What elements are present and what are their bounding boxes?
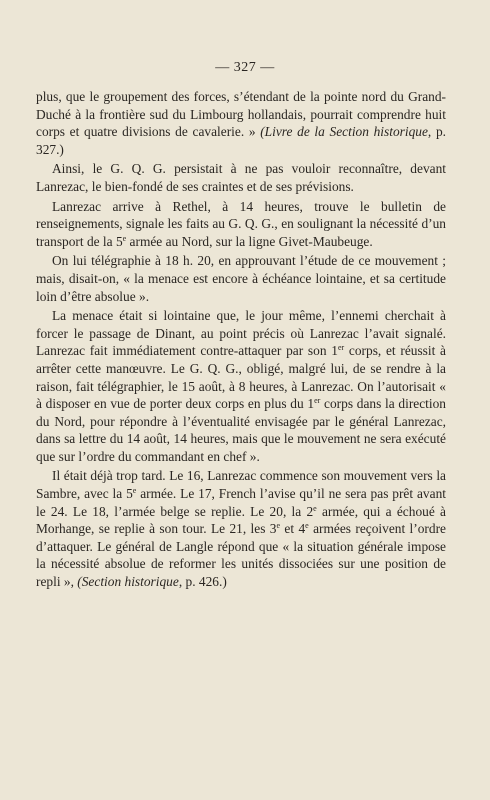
text-run: , p. 327.) <box>36 124 446 157</box>
body-text <box>36 88 446 591</box>
paragraph <box>36 252 446 305</box>
paragraph <box>36 198 446 251</box>
superscript: er <box>337 343 345 353</box>
page-number: — 327 — <box>215 60 275 75</box>
text-run: Ainsi, le G. Q. G. persistait à ne pas vouloir reconnaître, devant Lanrezac, le bien-fondé de ses craintes et de ses prévisions. <box>36 161 446 194</box>
paragraph <box>36 307 446 465</box>
text-run: armées reçoivent l’ordre d’attaquer. Le général de Langle répond que « la situation générale impose la nécessité absolue de reformer les unités dissociées sur une position de repli », <box>36 521 446 590</box>
superscript: e <box>122 233 127 243</box>
text-run: corps, et réussit à arrêter cette manœuvre. Le G. Q. G., obligé, malgré lui, de se rendre à la raison, fait télégraphier, le 15 août, à 8 heures, à Lanrezac. On l’autorisait « à disposer en vue de porter deux corps en plus du 1 <box>36 343 446 412</box>
italic-citation: (Section historique <box>77 574 179 590</box>
superscript: e <box>276 521 281 531</box>
text-run: , p. 426.) <box>178 574 227 590</box>
paragraph <box>36 160 446 195</box>
paragraph <box>36 467 446 590</box>
text-run: La menace était si lointaine que, le jour même, l’ennemi cherchait à forcer le passage de Dinant, au point précis où Lanrezac l’avait signalé. Lanrezac fait immédiatement contre-attaquer par son 1 <box>36 308 446 359</box>
italic-citation: (Livre de la Section historique <box>260 124 428 140</box>
text-run: et 4 <box>280 521 306 537</box>
paragraph <box>36 88 446 158</box>
text-run: armée au Nord, sur la ligne Givet-Maubeuge. <box>126 233 373 249</box>
superscript: e <box>305 521 309 531</box>
text-run: armée, qui a échoué à Morhange, se replie à son tour. Le 21, les 3 <box>36 503 446 537</box>
text-run: armée. Le 17, French l’avise qu’il ne sera pas prêt avant le 24. Le 18, l’armée belge se replie. Le 20, la 2 <box>36 486 446 519</box>
superscript: e <box>132 486 137 496</box>
text-run: Il était déjà trop tard. Le 16, Lanrezac commence son mouvement vers la Sambre, avec la 5 <box>36 468 446 502</box>
text-run: Lanrezac arrive à Rethel, à 14 heures, trouve le bulletin de renseignements, signale les faits au G. Q. G., en soulignant la nécessité d’un transport de la 5 <box>36 198 446 249</box>
superscript: er <box>314 396 321 406</box>
text-run: On lui télégraphie à 18 h. 20, en approuvant l’étude de ce mouvement ; mais, disait-on, « la menace est encore à échéance lointaine, et sa certitude loin d’être absolue ». <box>36 253 446 304</box>
superscript: e <box>313 503 317 513</box>
text-run: plus, que le groupement des forces, s’étendant de la pointe nord du Grand-Duché à la frontière sud du Limbourg hollandais, pourrait comprendre huit corps et quatre divisions de cavalerie. » <box>36 89 446 140</box>
text-run: corps dans la direction du Nord, pour répondre à l’éventualité envisagée par le général Lanrezac, dans sa lettre du 14 août, 14 heures, mais que le mouvement ne sera exécuté que sur l’ordre du commandant en chef ». <box>36 396 446 464</box>
